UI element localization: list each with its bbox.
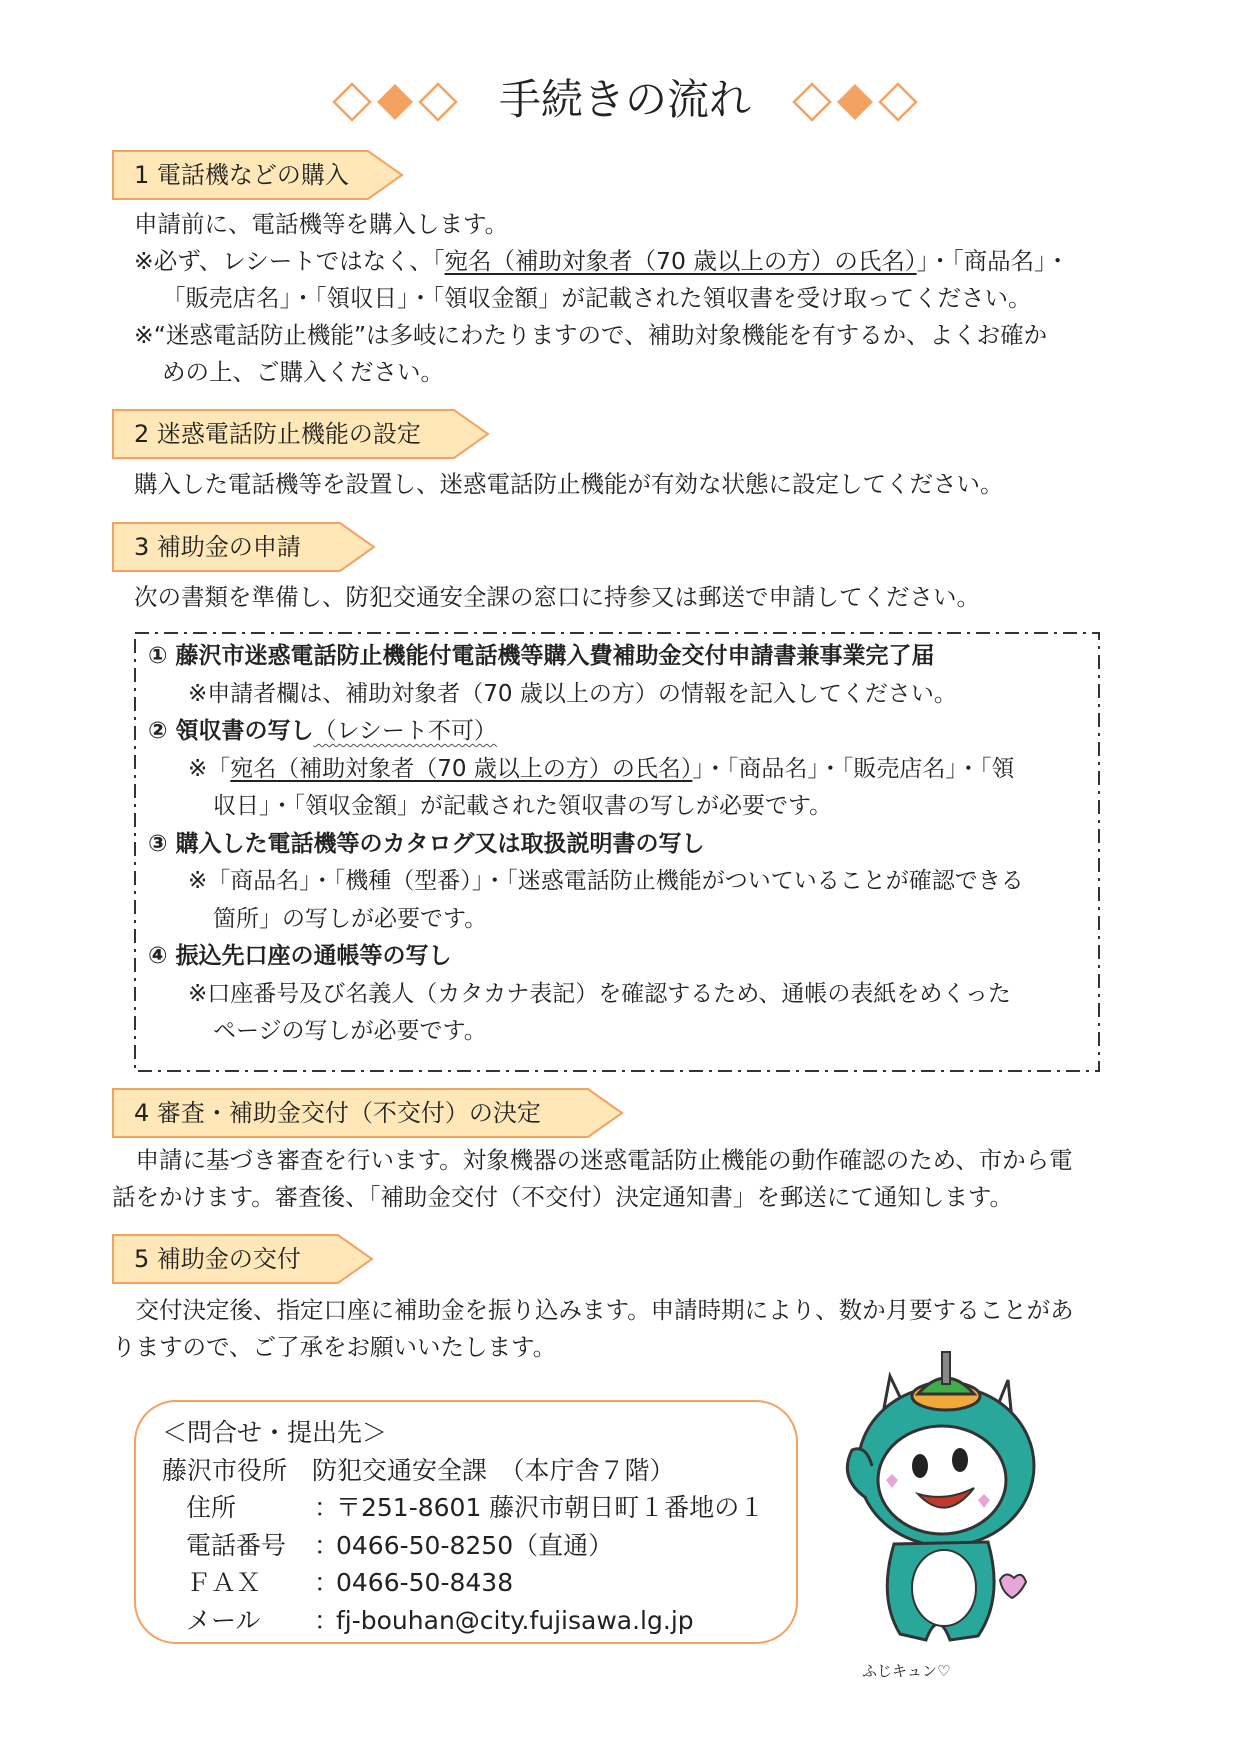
step-4-title: 4 審査・補助金交付（不交付）の決定 [134, 1099, 541, 1127]
mascot-caption: ふじキュン♡ [862, 1662, 951, 1680]
step-3-title: 3 補助金の申請 [134, 533, 301, 561]
contact-row-phone: 電話番号 ： 0466-50-8250（直通） [162, 1527, 764, 1565]
step-3-body [112, 579, 1132, 616]
step-1-note-1: ※必ず、レシートではなく、「宛名（補助対象者（70 歳以上の方）の氏名）」・「商品名」・ [134, 247, 1070, 275]
document-4-title: ④ 振込先口座の通帳等の写し [148, 943, 452, 969]
contact-label: 住所 [186, 1493, 237, 1522]
step-1-body [112, 206, 1132, 391]
step-3-line: 次の書類を準備し、防犯交通安全課の窓口に持参又は郵送で申請してください。 [134, 583, 980, 611]
step-3-header [112, 522, 376, 572]
step-1-note-1-cont: 「販売店名」・「領収日」・「領収金額」が記載された領収書を受け取ってください。 [162, 284, 1032, 312]
document-3-note-cont: 箇所」の写しが必要です。 [213, 905, 488, 932]
document-4-note-cont: ページの写しが必要です。 [213, 1018, 487, 1044]
required-documents-box [134, 632, 1100, 1072]
contact-office: 藤沢市役所 防犯交通安全課 （本庁舎７階） [162, 1455, 675, 1485]
step-1-header [112, 150, 404, 200]
document-3-title: ③ 購入した電話機等のカタログ又は取扱説明書の写し [148, 830, 705, 857]
contact-value: 〒251-8601 藤沢市朝日町１番地の１ [336, 1493, 765, 1522]
step-4-line-2: 話をかけます。審査後、「補助金交付（不交付）決定通知書」を郵送にて通知します。 [112, 1183, 1013, 1211]
document-3-note: ※「商品名」・「機種（型番）」・「迷惑電話防止機能がついていることが確認できる [188, 868, 1024, 894]
contact-row-fax: ＦＡＸ ： 0466-50-8438 [162, 1564, 764, 1602]
step-1-note-2-cont: めの上、ご購入ください。 [162, 358, 444, 386]
step-1-line: 申請前に、電話機等を購入します。 [134, 210, 509, 238]
mascot-character-icon [838, 1348, 1048, 1668]
diamond-decoration-left-icon [330, 80, 460, 124]
diamond-decoration-right-icon [790, 80, 920, 124]
document-2-note-cont: 収日」・「領収金額」が記載された領収書の写しが必要です。 [213, 793, 833, 819]
contact-label: 電話番号 [186, 1530, 287, 1560]
step-4-header [112, 1088, 624, 1138]
contact-box [134, 1400, 798, 1644]
contact-heading: ＜問合せ・提出先＞ [162, 1418, 388, 1447]
document-1-title: ① 藤沢市迷惑電話防止機能付電話機等購入費補助金交付申請書兼事業完了届 [148, 643, 935, 669]
page-title: 手続きの流れ [498, 75, 751, 124]
step-5-title: 5 補助金の交付 [134, 1245, 301, 1273]
documents-list [148, 638, 1088, 1051]
contact-label: ＦＡＸ [186, 1568, 262, 1597]
contact-row-email: メール ： fj-bouhan@city.fujisawa.lg.jp [162, 1602, 764, 1640]
step-2-line: 購入した電話機等を設置し、迷惑電話防止機能が有効な状態に設定してください。 [134, 470, 1004, 498]
contact-value: 0466-50-8438 [336, 1568, 514, 1597]
step-4-line-1: 申請に基づき審査を行います。対象機器の迷惑電話防止機能の動作確認のため、市から電 [112, 1146, 1073, 1174]
step-2-header [112, 409, 490, 459]
step-2-body [112, 466, 1132, 503]
contact-value: fj-bouhan@city.fujisawa.lg.jp [336, 1605, 694, 1635]
step-5-line-2: りますので、ご了承をお願いいたします。 [112, 1333, 557, 1361]
title-row [0, 66, 1240, 136]
contact-row-address: 住所 ： 〒251-8601 藤沢市朝日町１番地の１ [162, 1489, 764, 1527]
document-1-note: ※申請者欄は、補助対象者（70 歳以上の方）の情報を記入してください。 [188, 680, 957, 707]
step-5-header [112, 1234, 374, 1284]
contact-value: 0466-50-8250（直通） [336, 1530, 614, 1560]
step-1-title: 1 電話機などの購入 [134, 161, 349, 189]
contact-label: メール [186, 1605, 261, 1635]
step-5-line-1: 交付決定後、指定口座に補助金を振り込みます。申請時期により、数か月要することがあ [112, 1296, 1074, 1324]
document-2-note: ※「宛名（補助対象者（70 歳以上の方）の氏名）」・「商品名」・「販売店名」・「領 [188, 755, 1015, 782]
contact-info [162, 1414, 764, 1639]
step-2-title: 2 迷惑電話防止機能の設定 [134, 420, 421, 448]
step-4-body [112, 1142, 1132, 1216]
document-4-note: ※口座番号及び名義人（カタカナ表記）を確認するため、通帳の表紙をめくった [188, 980, 1011, 1007]
document-2-title: ② 領収書の写し（レシート不可） [148, 718, 497, 744]
step-1-note-2: ※“迷惑電話防止機能”は多岐にわたりますので、補助対象機能を有するか、よくお確か [134, 321, 1048, 349]
